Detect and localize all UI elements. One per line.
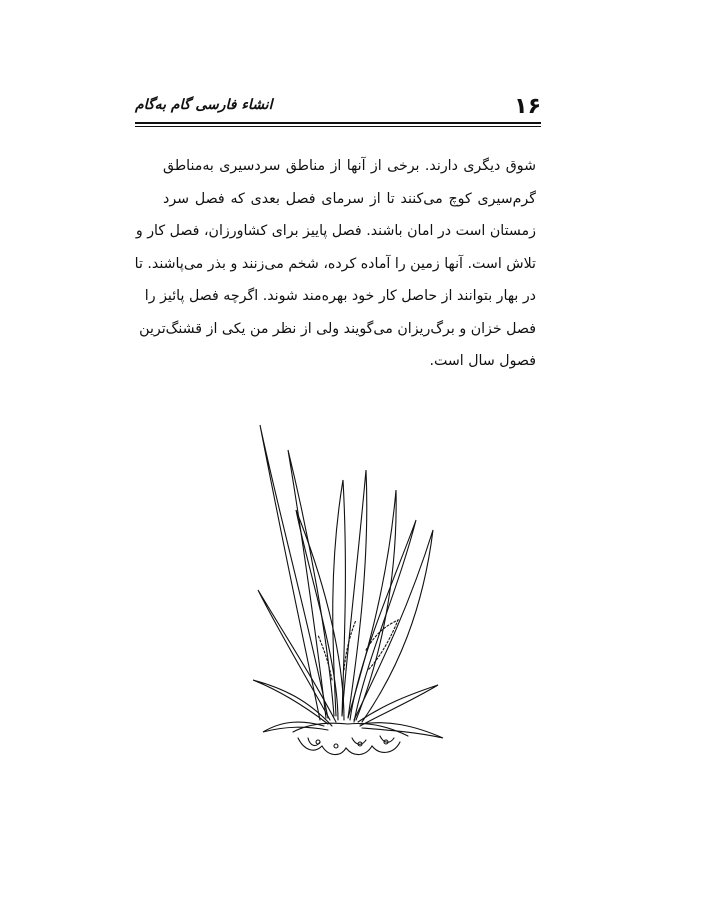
page-number: ۱۶	[514, 94, 541, 119]
text-line: گرم‌سیری کوچ می‌کنند تا از سرمای فصل بعدی که فصل سرد	[163, 190, 536, 207]
text-line: زمستان است در امان باشند. فصل پاییز برای کشاورزان، فصل کار و	[135, 223, 536, 239]
running-title: انشاء فارسی گام به‌گام	[135, 97, 273, 113]
text-line: فصل خزان و برگ‌ریزان می‌گویند ولی از نظر من یکی از قشنگ‌ترین	[139, 320, 536, 337]
text-line: در بهار بتوانند از حاصل کار خود بهره‌مند شوند. اگرچه فصل پائیز را	[144, 288, 536, 304]
header-rule-thick	[135, 122, 541, 124]
text-line: تلاش است. آنها زمین را آماده کرده، شخم می‌زنند و بذر می‌پاشند. تا	[134, 255, 536, 272]
grass-plant-icon	[248, 420, 448, 760]
page-header	[135, 92, 541, 122]
header-rule-thin	[135, 126, 541, 127]
text-line: فصول سال است.	[429, 353, 536, 369]
body-paragraph	[134, 150, 536, 378]
text-line: شوق دیگری دارند. برخی از آنها از مناطق سردسیری به‌مناطق	[163, 158, 536, 174]
